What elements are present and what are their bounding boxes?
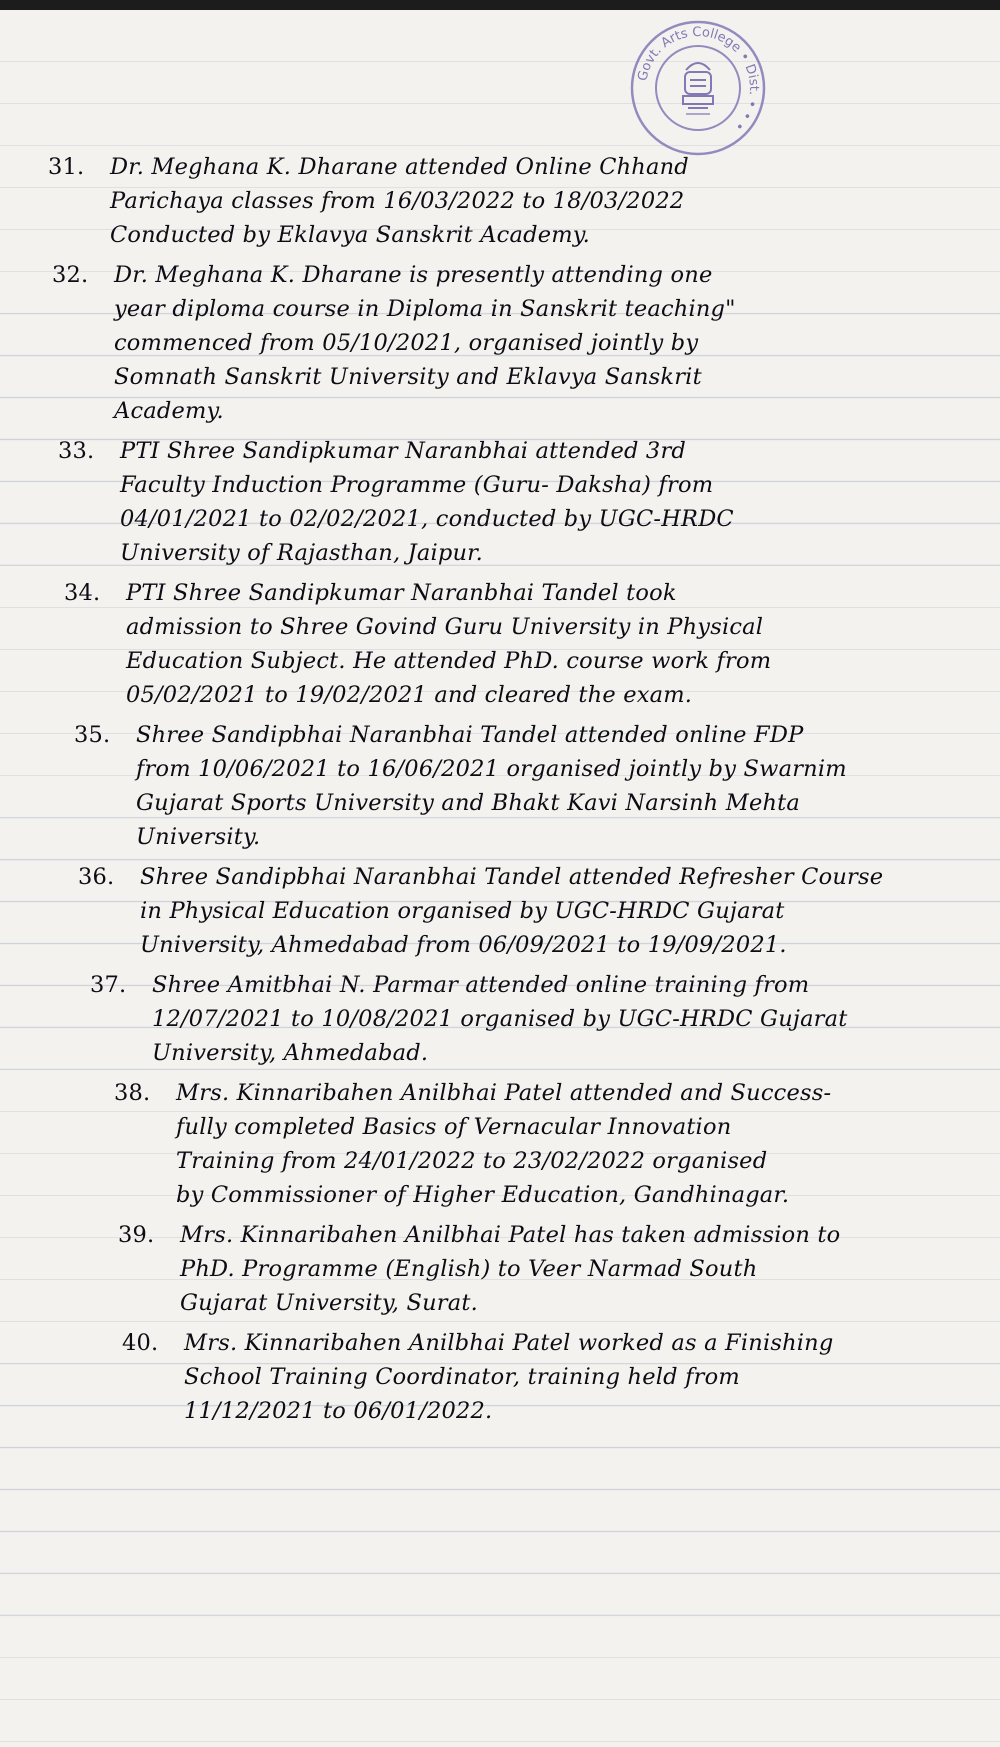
entry-list [48, 150, 978, 1434]
entry-text: Mrs. Kinnaribahen Anilbhai Patel worked as a Finishing School Training Coordinator, training held from 11/12/2021 to 06/01/2022. [184, 1330, 834, 1424]
emblem-icon [683, 63, 713, 114]
entry-text: PTI Shree Sandipkumar Naranbhai attended 3rd Faculty Induction Programme (Guru- Daksha) from 04/01/2021 to 02/02/2021, conducted by UGC-HRDC University of Rajasthan, Jaipur. [120, 438, 734, 566]
svg-text:Govt. Arts College • Dist. • •: Govt. Arts College • Dist. • • • [635, 24, 762, 134]
entry-text: Shree Sandipbhai Naranbhai Tandel attended Refresher Course in Physical Education organised by UGC-HRDC Gujarat University, Ahmedabad from 06/09/2021 to 19/09/2021. [140, 864, 884, 958]
entry-number: 33. [58, 438, 95, 464]
list-item [64, 576, 978, 712]
entry-text: PTI Shree Sandipkumar Naranbhai Tandel took admission to Shree Govind Guru University in Physical Education Subject. He attended PhD. course work from 05/02/2021 to 19/02/2021 and cleared the exam. [126, 580, 772, 708]
list-item [118, 1218, 978, 1320]
list-item [90, 968, 978, 1070]
entry-text: Mrs. Kinnaribahen Anilbhai Patel attended and Success- fully completed Basics of Vernacular Innovation Training from 24/01/2022 to 23/02/2022 organised by Commissioner of Higher Education, Gandhinagar. [176, 1080, 832, 1208]
list-item [122, 1326, 978, 1428]
entry-number: 39. [118, 1222, 155, 1248]
list-item [78, 860, 978, 962]
entry-text: Shree Amitbhai N. Parmar attended online training from 12/07/2021 to 10/08/2021 organised by UGC-HRDC Gujarat University, Ahmedabad. [152, 972, 848, 1066]
entry-number: 37. [90, 972, 127, 998]
entry-text: Mrs. Kinnaribahen Anilbhai Patel has taken admission to PhD. Programme (English) to Veer Narmad South Gujarat University, Surat. [180, 1222, 841, 1316]
entry-text: Dr. Meghana K. Dharane attended Online Chhand Parichaya classes from 16/03/2022 to 18/03/2022 Conducted by Eklavya Sanskrit Academy. [110, 154, 689, 248]
list-item [52, 258, 978, 428]
entry-text: Dr. Meghana K. Dharane is presently attending one year diploma course in Diploma in Sanskrit teaching" commenced from 05/10/2021, organised jointly by Somnath Sanskrit University and Eklavya Sanskrit Academy. [114, 262, 736, 424]
entry-number: 38. [114, 1080, 151, 1106]
list-item [58, 434, 978, 570]
list-item [114, 1076, 978, 1212]
list-item [48, 150, 978, 252]
entry-number: 32. [52, 262, 89, 288]
entry-number: 35. [74, 722, 111, 748]
entry-text: Shree Sandipbhai Naranbhai Tandel attended online FDP from 10/06/2021 to 16/06/2021 organised jointly by Swarnim Gujarat Sports University and Bhakt Kavi Narsinh Mehta University. [136, 722, 847, 850]
entry-number: 31. [48, 154, 85, 180]
list-item [74, 718, 978, 854]
college-seal-stamp [628, 18, 768, 158]
entry-number: 34. [64, 580, 101, 606]
entry-number: 36. [78, 864, 115, 890]
entry-number: 40. [122, 1330, 159, 1356]
